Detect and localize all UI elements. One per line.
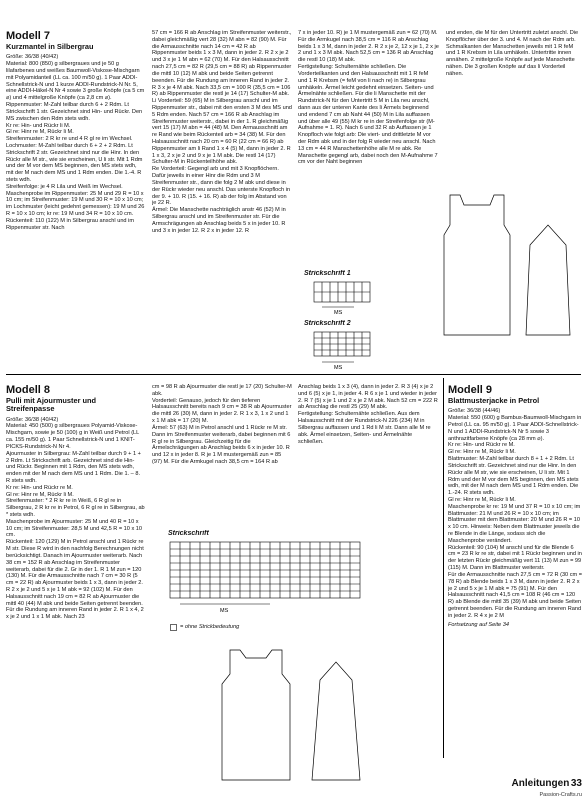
m9-subtitle: Blattmusterjacke in Petrol bbox=[448, 396, 540, 406]
footer-mark-wrap bbox=[486, 792, 582, 800]
m9-continued: Fortsetzung auf Seite 34 bbox=[448, 621, 509, 628]
m7-chart-1-ms: MS bbox=[334, 310, 343, 316]
m7-title: Modell 7 bbox=[6, 30, 51, 42]
m7-chart-2-title: Strickschrift 2 bbox=[304, 320, 351, 327]
footer-label: Anleitungen bbox=[511, 778, 570, 789]
m8-legend: = ohne Strickbedeutung bbox=[180, 624, 240, 630]
m7-text-4: und enden, die M für den Untertritt zuletzt anschl. Die Knopflöcher über der 3. und 4. M nach der Rdm arb. Schmalkanten der Manschetten jeweils mit 1 R feM und 1 R Krebsm in Lila umhäkeln. Untertritte innen annähen. 2 mittelgroße Knöpfe auf jede Manschette nähen. Die 3 großen Knöpfe auf das li Vorderteil nähen. bbox=[446, 30, 579, 77]
section-divider bbox=[6, 374, 581, 375]
m8-column-3 bbox=[298, 384, 439, 524]
m8-legend-box bbox=[170, 624, 178, 632]
m7-text-2: 57 cm = 166 R ab Anschlag im Streifenmuster weiterstr., dabei gleichmäßig vert 28 (32) M abn = 82 (90) M. Für die Armausschnitte nach 14 cm = 42 R ab Rippenmuster beids 1 x 3 M, dann in jeder 2. R 2 x je 2 und 3 x je 1 M abn = 62 (70) M. Für den Halsausschnitt nach 27,5 cm = 82 R (29,5 cm = 88 R) ab Rippenmuster die mittl 10 (12) M abk und beide Seiten getrennt beenden. Für die Rundung am inneren Rand in jeder 2. R 3 x je 4 M abk. Nach 33,5 cm = 100 R (35,5 cm = 106 R) ab Rippenmuster die restl je 14 (17) Schulter-M abk. Li Vorderteil: 59 (65) M in Silbergrau anschl und im Rippenmuster str., dabei mit den ersten 3 M des MS und 5 Rdm enden. Nach 57 cm = 166 R ab Anschlag im Streifenmuster weiterstr., dabei in der 1. R gleichmäßig vert 15 (17) M abn = 44 (48) M. Den Armausschnitt am re Rand wie beim Rückenteil arb = 34 (38) M. Für den Halsausschnitt nach 20 cm = 60 R (22 cm = 66 R) ab Rippenmuster am li Rand 1 x 4 (5) M, dann in jeder 2. R 1 x 3, 2 x je 2 und 9 x je 1 M abk. Die restl 14 (17) Schulter-M in Rückenteilhöhe abk. Re Vorderteil: Gegengl arb und mit 3 Knopflöchern. Dafür jeweils in einer Hinr die Rdm und 3 M Streifenmuster str., dann die folg 2 M abk und diese in der Rückr wieder neu anschl. Das unterste Knopfloch in der 9. + 10. R (15. + 16. R) ab der folg im Abstand von je 22 R. Ärmel: Die Manschette nachträglich anstr 46 (52) M in Silbergrau anschl und im Streifenmuster str. Für die Armschrägungen ab Anschlag beids 5 x in jeder 10. R und 3 x in jeder 12. R 2 x in jeder 12. R bbox=[152, 30, 292, 234]
m7-chart-1-title: Strickschrift 1 bbox=[304, 270, 351, 277]
footer-mark: Passion-Crafts.ru bbox=[539, 792, 582, 798]
m8-text-1: Größe: 36/38 (40/42) Material: 450 (500) g silbergraues Polyamid-Viskose-Mischgarn, sowie je 50 (100) g in Weiß und Petrol (LL ca. 155 m/50 g). 1 Paar Schnellstrick-N und 1 KNIT-PICKS-Rundstrick-N Nr 4. Ajourmuster in Silbergrau: M-Zahl teilbar durch 9 + 1 + 2 Rdm. Lt Strickschrift arb. Gezeichnet sind die Hin- und Rückr. Beginnen mit 1 Rdm, den MS stets wdh, enden mit der M nach dem MS und 1 Rdm. Die 1. – 8. R stets wdh. Kr re: Hin- und Rückr re M. Gl re: Hinr re M, Rückr li M. Streifenmuster: * 2 R kr re in Weiß, 6 R gl re in Silbergrau, 2 R kr re in Petrol, 6 R gl re in Silbergrau, ab * stets wdh. Maschenprobe im Ajourmuster: 25 M und 40 R = 10 x 10 cm; im Streifenmuster: 28,5 M und 42,5 R = 10 x 10 cm. Rückenteil: 120 (129) M in Petrol anschl und 1 Rückr re M str. Diese R wird in den nachfolg Berechnungen nicht berücksichtigt. Danach im Ajourmuster weiterarb. Nach 38 cm = 152 R ab Anschlag im Streifenmuster weiterarb, dabei für die 2. Gr in der 1. R 1 M zun = 120 (130) M. Für die Armausschnitte nach 7 cm = 30 R (5 cm = 22 R) ab Ajourmuster beids 1 x 3, dann in jeder 2. R 2 x je 2 und 5 x je 1 M abk = 92 (102) M. Für den Halsausschnitt nach 19 cm = 82 R ab Ajourmuster die mittl 40 (44) M abk und beide Seiten getrennt beenden. Für die Rundung am inneren Rand in jeder 2. R 1 x 4, 2 x je 2 und 1 x 1 M abk. Nach 23 bbox=[6, 416, 145, 621]
m7-subtitle: Kurzmantel in Silbergrau bbox=[6, 42, 94, 52]
m8-text-3: Anschlag beids 1 x 3 (4), dann in jeder 2. R 3 (4) x je 2 und 6 (5) x je 1, in jeder 4. R 6 x je 1 und wieder in jeder 2. R 7 (5) x je 1 und 2 x je 2 M abk. Nach 52 cm = 222 R ab Anschlag die restl 25 (29) M abk. Fertigstellung: Schulternähte schließen. Aus dem Halsausschnitt mit der Rundstrick-N 226 (234) M in Silbergrau auffassen und 1 Rd li M str. Dann alle M re abk. Ärmel einsetzen, Seiten- und Ärmelnähte schließen. bbox=[298, 384, 438, 445]
m7-chart-1 bbox=[304, 280, 384, 316]
m7-column-4 bbox=[446, 30, 584, 154]
m8-text-2: cm = 98 R ab Ajourmuster die restl je 17 (20) Schulter-M abk. Vorderteil: Genauso, jedoch für den tieferen Halsausschnitt bereits nach 9 cm = 38 R ab Ajourmuster die mittl 26 (30) M, dann in jeder 2. R 1 x 3, 1 x 2 und 1 x 1 M abk = 17 (20) M. Ärmel: 57 (63) M in Petrol anschl und 1 Rückr re M str. Dann im Streifenmuster weiterarb, dabei beginnen mit 6 R gl re in Silbergrau. Gleichzeitig für die Ärmelschrägungen ab Anschlag beids 6 x in jeder 10. R und 12 x in jeder 8. R je 1 M mustergemäß zun = 85 (97) M. Für die Armkugel nach 38,5 cm = 164 R ab bbox=[152, 384, 292, 465]
m8-schematic bbox=[200, 640, 380, 790]
m7-column-3 bbox=[298, 30, 439, 242]
page-footer bbox=[486, 778, 582, 792]
m7-text-3: 7 x in jeder 10. R) je 1 M mustergemäß zun = 62 (70) M. Für die Armkugel nach 38,5 cm = 116 R ab Anschlag beids 1 x 3 M, dann in jeder 2. R 2 x je 2, 12 x je 1, 2 x je 2 und 1 x 3 M abk. Nach 52,5 cm = 136 R ab Anschlag die restl 10 (18) M abk. Fertigstellung: Schulternähte schließen. Die Vorderteilkanten und den Halsausschnitt mit 1 R feM und 1 R Krebsm (= feM von li nach re) in Silbergrau umhäkeln. Ärmel leicht gedehnt einsetzen. Seiten- und Ärmelnähte schließen. Für die li Manschette mit der Rundstrick-N für den Untertritt 5 M in Lila neu anschl, dann aus der unteren Kante des li Ärmels beginnend und endend 7 cm ab Naht 44 (50) M in Lila auffassen und über alle 49 (55) M kr re in der Streifenfolge str (M-Aufnahme = 1. R). Nach 6 und 32 R ab Auffassen je 1 Knopfloch wie folgt arb: Die viert- und drittletzte M vor der Rdm abk und in der folg R wieder neu anschl. Nach 13 cm = 44 R Manschettenhöhe alle M re abk. Re Manschette gegengl arb, dabei noch den M-Aufnahme 7 cm vor der Naht beginnen bbox=[298, 30, 439, 166]
m9-text-1: Größe: 36/38 (44/46) Material: 550 (600) g Bambus-Baumwoll-Mischgarn in Petrol (LL ca. 95 m/50 g). 1 Paar ADDI-Schnellstrick-N und 1 ADDI-Rundstrick-N Nr 5 sowie 3 anthrazitfarbene Knöpfe (ca 28 mm ⌀). Kr re: Hin- und Rückr re M. Gl re: Hinr re M, Rückr li M. Blattmuster: M-Zahl teilbar durch 8 + 1 + 2 Rdm. Lt Strickschrift str. Gezeichnet sind nur die Hinr. In den Rückr alle M str, wie sie erscheinen, U li str. Mit 1 Rdm und der M vor dem MS beginnen, den MS stets wdh, mit der M nach dem MS und 1 Rdm enden. Die 1.-24. R stets wdh. Gl re: Hinr re M, Rückr li M. Maschenprobe kr re: 19 M und 37 R = 10 x 10 cm; im Blattmuster: 21 M und 26 R = 10 x 10 cm; im Blattmuster mit dem Blattmuster: 20 M und 26 R = 10 x 10 cm. Hinweis: Neben dem Blattmuster jeweils die re Blende in die Länge, sodass sich die Maschenprobe verändert. Rückenteil: 90 (104) M anschl und für die Blende 6 cm = 23 R kr re str, dabei mit 1 Rückr beginnen und in der letzten Rückr gleichmäßig vert 11 (13) M zun = 99 (115) M. Dann im Blattmuster weiterstr. Für die Armausschnitte nach 27,5 cm = 72 R (30 cm = 78 R) ab Blende beids 1 x 3 M, dann in jeder 2. R 2 x je 2 und 5 x je 1 M abk = 75 (91) M. Für den Halsausschnitt nach 41,5 cm = 108 R (46 cm = 120 R) ab Blende die mittl 35 (39) M abk und beide Seiten getrennt beenden. Für die Rundung am inneren Rand in jeder 2. R 4 x je 2 M bbox=[448, 408, 582, 619]
m9-title: Modell 9 bbox=[448, 384, 493, 396]
m7-schematic bbox=[430, 185, 580, 365]
m7-column-1 bbox=[6, 30, 145, 370]
m7-chart-2 bbox=[304, 330, 384, 370]
m7-chart-2-ms: MS bbox=[334, 365, 343, 370]
m8-title: Modell 8 bbox=[6, 384, 51, 396]
m8-column-2 bbox=[152, 384, 292, 524]
m8-chart-ms: MS bbox=[220, 608, 229, 614]
m7-column-2 bbox=[152, 30, 292, 370]
m7-text-1: Größe: 36/38 (40/42) Material: 800 (850) g silbergraues und je 50 g lilafarbenes und weißes Baumwoll-Viskose-Mischgarn mit Polyamidanteil (LL ca. 100 m/50 g). 1 Paar ADDI-Schnellstrick-N und 1 kurze ADDI-Rundstrick-N Nr. 5, eine ADDI-Häkel-N Nr 4 sowie 3 große Knöpfe (ca 5 cm ⌀) und 4 mittelgroße Knöpfe (ca 2,8 cm ⌀). Rippenmuster: M-Zahl teilbar durch 6 + 2 Rdm. Lt Strickschrift 1 str. Gezeichnet sind Hin- und Rückr. Den MS zwischen den Rdm stets wdh. Kr re: Hin- und Rückr li M. Gl re: Hinr re M, Rückr li M. Streifenmuster: 2 R kr re und 4 R gl re im Wechsel. Lochmuster: M-Zahl teilbar durch 6 + 2 + 2 Rdm. Lt Strickschrift 2 str. Gezeichnet sind nur die Hinr. In den Rückr alle M str., wie sie erscheinen, U li str. Mit 1 Rdm und der M vor dem MS beginnen, den MS stets wdh, mit der M nach dem MS und 1 Rdm enden. Die 1.-4. R stets wdh. Streifenfolge: je 4 R Lila und Weiß im Wechsel. Maschenprobe im Rippenmuster: 25 M und 29 R = 10 x 10 cm; im Streifenmuster: 19 M und 30 R = 10 x 10 cm; im Lochmuster (leicht gedehnt gemessen): 19 M und 26 R = 10 x 10 cm; kr re: 19 M und 34 R = 10 x 10 cm. Rückenteil: 110 (122) M in Silbergrau anschl und im Rippenmuster str. Nach bbox=[6, 54, 145, 231]
m9-column-1 bbox=[448, 384, 582, 764]
m8-chart bbox=[160, 540, 380, 620]
footer-page: 33 bbox=[570, 778, 582, 789]
m8-subtitle: Pulli mit Ajourmuster und Streifenpasse bbox=[6, 396, 97, 414]
m9-divider bbox=[443, 378, 444, 758]
m8-column-1 bbox=[6, 384, 145, 764]
m8-chart-title: Strickschrift bbox=[168, 530, 209, 537]
